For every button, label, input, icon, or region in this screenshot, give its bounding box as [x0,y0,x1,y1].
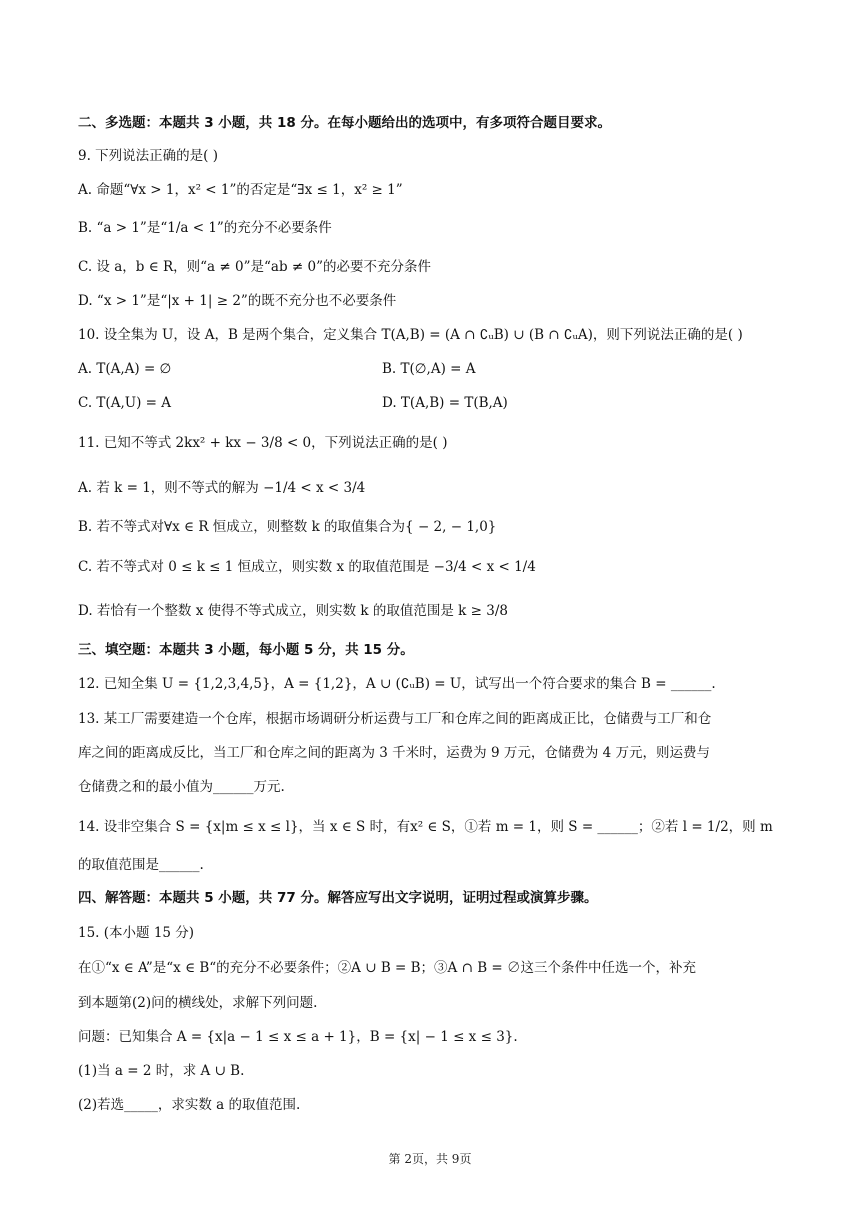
question-10-option-c: C. T(A,U) = A [78,395,172,411]
question-11-option-b: B. 若不等式对∀x ∈ R 恒成立，则整数 k 的取值集合为{ − 2, − 1,0} [78,519,497,535]
question-9-option-c: C. 设 a，b ∈ R，则“a ≠ 0”是“ab ≠ 0”的必要不充分条件 [78,259,431,275]
question-11-option-a: A. 若 k = 1，则不等式的解为 −1/4 < x < 3/4 [78,480,366,496]
question-10-stem: 10. 设全集为 U，设 A，B 是两个集合，定义集合 T(A,B) = (A ∩ ∁ᵤB) ∪ (B ∩ ∁ᵤA)，则下列说法正确的是( ) [78,327,743,343]
question-15-line-3: 问题：已知集合 A = {x|a − 1 ≤ x ≤ a + 1}，B = {x| − 1 ≤ x ≤ 3}. [78,1029,518,1045]
question-11-stem: 11. 已知不等式 2kx² + kx − 3/8 < 0，下列说法正确的是( ) [78,435,448,451]
section-heading-fill-in: 三、填空题：本题共 3 小题，每小题 5 分，共 15 分。 [78,642,414,658]
question-15-part-2: (2)若选_____，求实数 a 的取值范围. [78,1097,301,1113]
question-13-line-2: 库之间的距离成反比，当工厂和仓库之间的距离为 3 千米时，运费为 9 万元，仓储费为 4 万元，则运费与 [78,745,711,761]
question-13-line-1: 13. 某工厂需要建造一个仓库，根据市场调研分析运费与工厂和仓库之间的距离成正比，仓储费与工厂和仓 [78,711,712,727]
question-11-option-d: D. 若恰有一个整数 x 使得不等式成立，则实数 k 的取值范围是 k ≥ 3/8 [78,603,508,619]
question-9-stem: 9. 下列说法正确的是( ) [78,148,218,164]
question-10-option-a: A. T(A,A) = ∅ [78,361,172,377]
question-14-line-1: 14. 设非空集合 S = {x|m ≤ x ≤ l}，当 x ∈ S 时，有x² ∈ S，①若 m = 1，则 S = ______；②若 l = 1/2，则 m [78,819,773,835]
question-9-option-d: D. “x > 1”是“|x + 1| ≥ 2”的既不充分也不必要条件 [78,293,397,309]
page-number-footer: 第 2页，共 9页 [388,1152,472,1166]
question-15-heading: 15. (本小题 15 分) [78,925,195,941]
question-11-option-c: C. 若不等式对 0 ≤ k ≤ 1 恒成立，则实数 x 的取值范围是 −3/4 < x < 1/4 [78,559,536,575]
question-12: 12. 已知全集 U = {1,2,3,4,5}，A = {1,2}，A ∪ (∁ᵤB) = U，试写出一个符合要求的集合 B = ______. [78,676,716,692]
question-14-line-2: 的取值范围是______. [78,857,204,873]
question-10-option-d: D. T(A,B) = T(B,A) [382,395,508,411]
question-9-option-a: A. 命题“∀x > 1，x² < 1”的否定是“∃x ≤ 1，x² ≥ 1” [78,182,403,198]
section-heading-multiple-choice: 二、多选题：本题共 3 小题，共 18 分。在每小题给出的选项中，有多项符合题目要求。 [78,115,611,131]
question-10-option-b: B. T(∅,A) = A [382,361,476,377]
question-15-part-1: (1)当 a = 2 时，求 A ∪ B. [78,1063,245,1079]
question-15-line-2: 到本题第(2)问的横线处，求解下列问题. [78,995,318,1011]
question-13-line-3: 仓储费之和的最小值为______万元. [78,779,285,795]
question-15-line-1: 在①“x ∈ A”是“x ∈ B“的充分不必要条件；②A ∪ B = B；③A ∩ B = ∅这三个条件中任选一个，补充 [78,960,697,976]
section-heading-solutions: 四、解答题：本题共 5 小题，共 77 分。解答应写出文字说明，证明过程或演算步骤。 [78,890,598,906]
question-9-option-b: B. “a > 1”是“1/a < 1”的充分不必要条件 [78,220,332,236]
